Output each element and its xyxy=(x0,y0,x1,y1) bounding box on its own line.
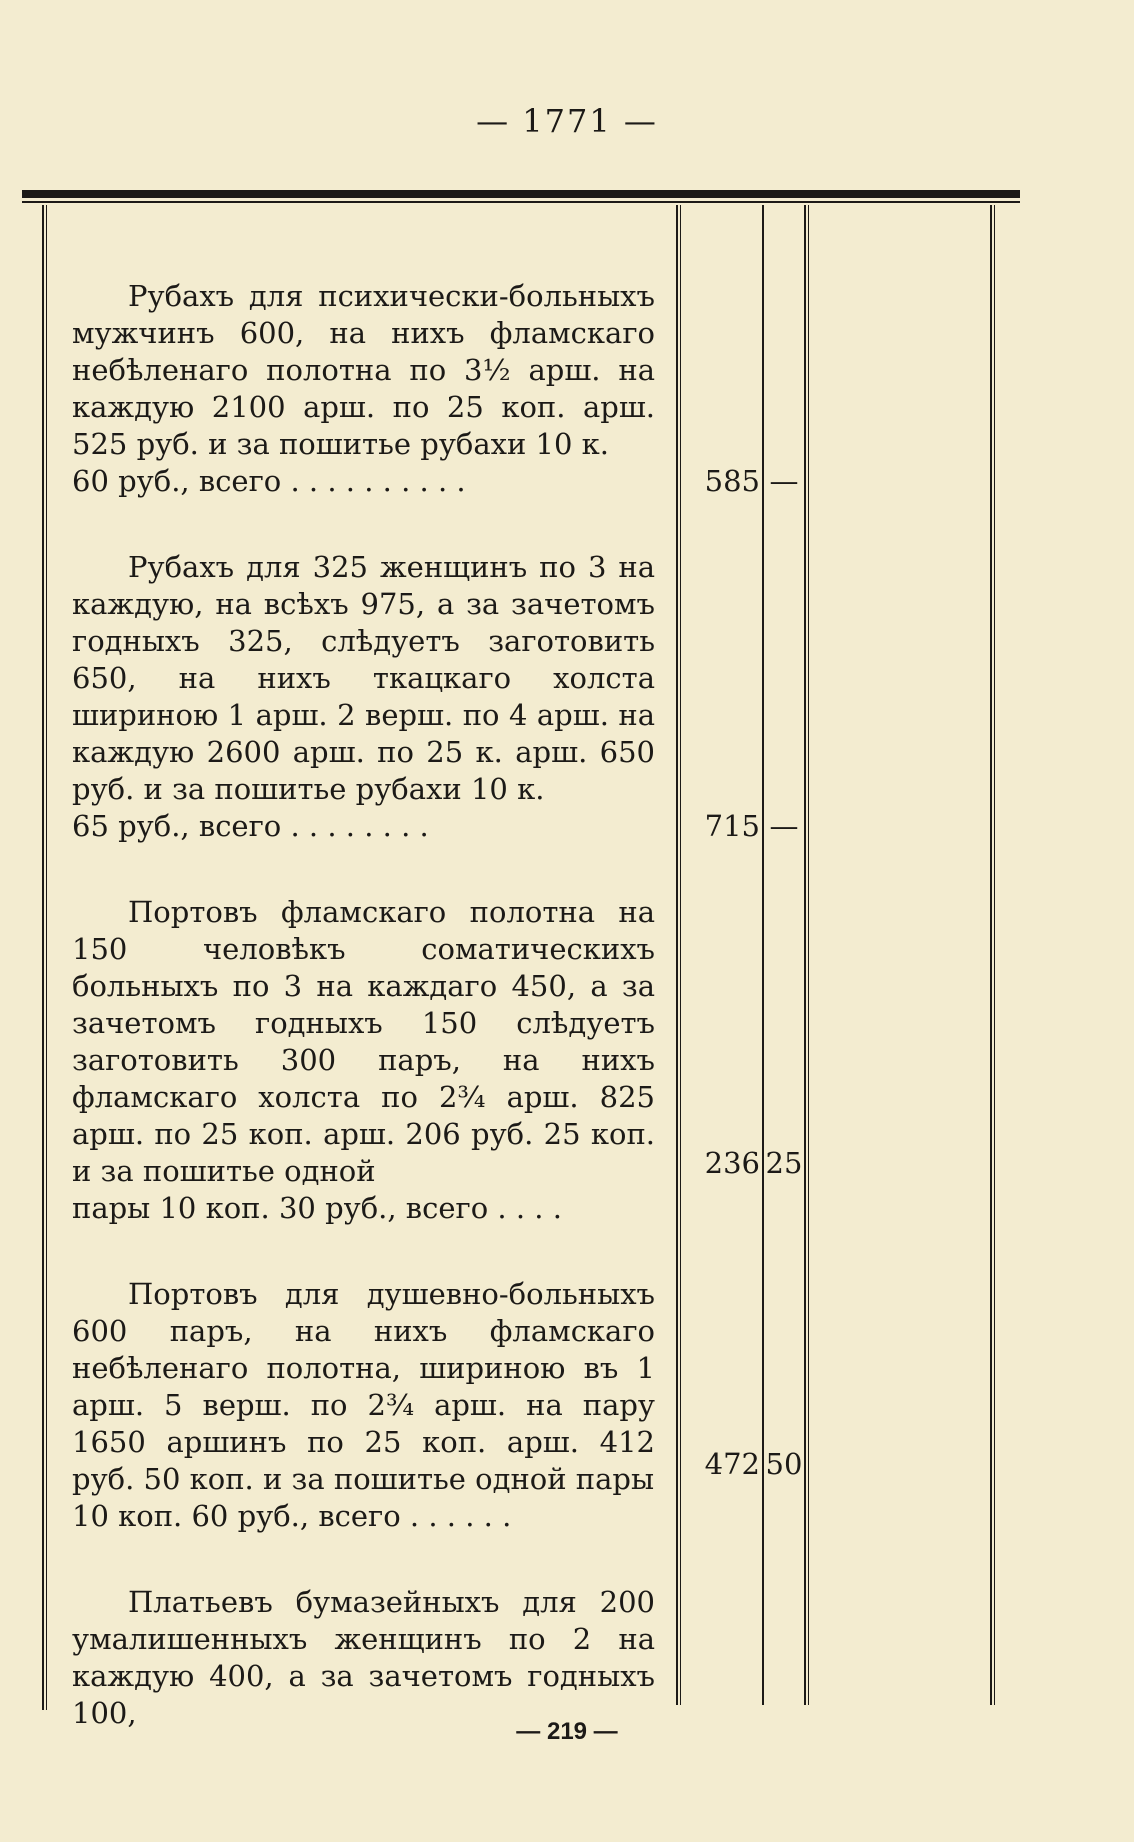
entry-text: Рубахъ для 325 женщинъ по 3 на каждую, на всѣхъ 975, а за зачетомъ годныхъ 325, слѣдуетъ заготовить 650, на нихъ ткацкаго холста шириною 1 арш. 2 верш. по 4 арш. на каждую 2600 арш. по 25 к. арш. 650 руб. и за пошитье рубахи 10 к. xyxy=(72,550,655,806)
amount-rub: 472 xyxy=(704,1447,760,1481)
entry-total: 10 коп. 60 руб., всего . . . . . . xyxy=(72,1499,512,1533)
amount-rub: 585 xyxy=(704,464,760,498)
table-right-border xyxy=(990,205,992,1705)
column-divider-rub xyxy=(676,205,678,1705)
amount-rub: 715 xyxy=(704,809,760,843)
entry-mental-trousers xyxy=(72,1276,655,1535)
entry-somatic-trousers xyxy=(72,894,655,1227)
amount-kop: 50 xyxy=(765,1447,803,1481)
table-left-border-inner xyxy=(46,205,47,1710)
entries-column xyxy=(72,278,655,1781)
entry-text: Портовъ фламскаго полотна на 150 человѣкъ соматическихъ больныхъ по 3 на каждаго 450, а за зачетомъ годныхъ 150 слѣдуетъ заготовить 300 паръ, на нихъ фламскаго холста по 2¾ арш. 825 арш. по 25 коп. арш. 206 руб. 25 коп. и за пошитье одной xyxy=(72,895,655,1188)
column-divider-right xyxy=(804,205,806,1705)
table-right-border-inner xyxy=(994,205,995,1705)
amount-kop: — xyxy=(769,464,799,498)
entry-total: 60 руб., всего . . . . . . . . . . xyxy=(72,464,466,498)
top-rule xyxy=(22,190,1020,198)
top-rule-thin xyxy=(22,201,1020,203)
amount-kop: — xyxy=(769,809,799,843)
entry-text: Рубахъ для психически-больныхъ мужчинъ 600, на нихъ фламскаго небѣленаго полотна по 3½ арш. на каждую 2100 арш. по 25 коп. арш. 525 руб. и за пошитье рубахи 10 к. xyxy=(72,279,655,461)
entry-women-shirts xyxy=(72,549,655,845)
entry-men-shirts xyxy=(72,278,655,500)
entry-flannel-dresses xyxy=(72,1584,655,1732)
table-left-border xyxy=(42,205,44,1710)
entry-text: Портовъ для душевно-больныхъ 600 паръ, на нихъ фламскаго небѣленаго полотна, шириною въ 1 арш. 5 верш. по 2¾ арш. на пару 1650 аршинъ по 25 коп. арш. 412 руб. 50 коп. и за пошитье одной пары xyxy=(72,1277,655,1496)
page-footer: — 219 — xyxy=(516,1718,618,1745)
page-header: — 1771 — xyxy=(476,102,658,140)
entry-total: пары 10 коп. 30 руб., всего . . . . xyxy=(72,1191,562,1225)
amount-kop: 25 xyxy=(765,1146,803,1180)
column-divider-right-inner xyxy=(808,205,809,1705)
entry-text: Платьевъ бумазейныхъ для 200 умалишенныхъ женщинъ по 2 на каждую 400, а за зачетомъ годныхъ 100, xyxy=(72,1585,655,1730)
entry-total: 65 руб., всего . . . . . . . . xyxy=(72,809,429,843)
amount-rub: 236 xyxy=(704,1146,760,1180)
